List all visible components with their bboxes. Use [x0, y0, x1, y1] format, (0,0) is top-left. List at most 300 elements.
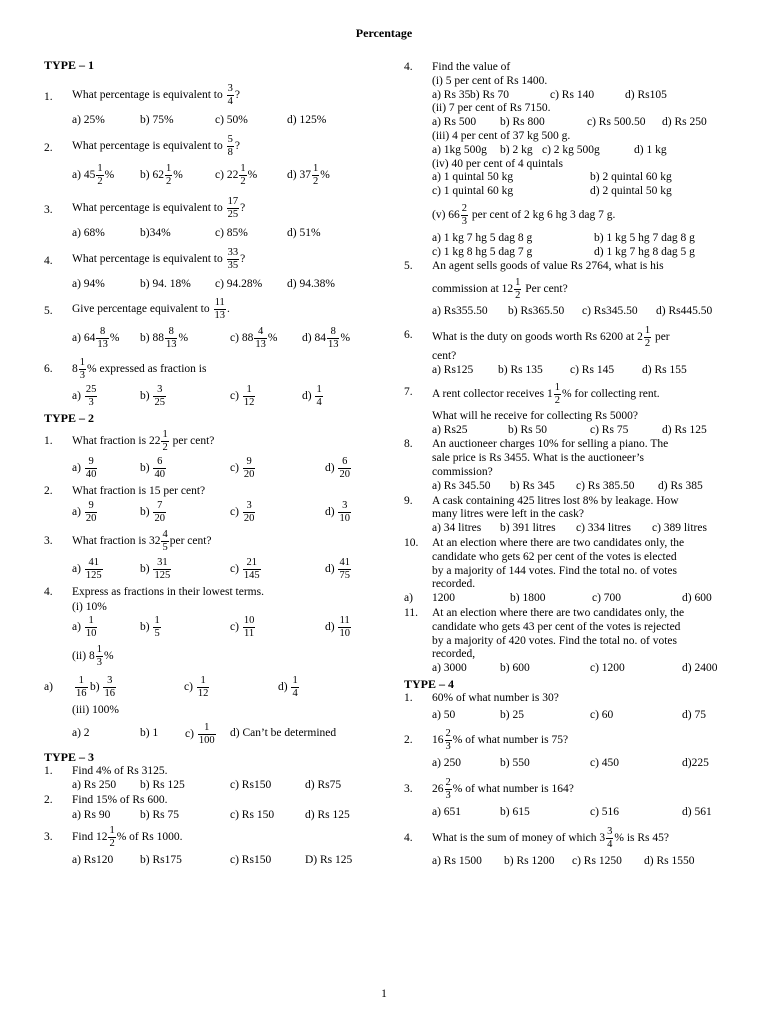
- option-b: b) Rs 135: [498, 363, 543, 376]
- question-tail: ?: [234, 89, 240, 102]
- question-text-line-2: many litres were left in the cask?: [432, 508, 584, 521]
- option-c: c) Rs345.50: [582, 305, 638, 318]
- option-label: d): [278, 680, 288, 693]
- fraction: [75, 675, 88, 700]
- options: [432, 144, 720, 158]
- question-number: 4.: [44, 254, 53, 267]
- fraction: [165, 326, 178, 351]
- numerator: 2: [461, 202, 468, 214]
- options: [72, 278, 384, 292]
- fraction: [445, 777, 452, 802]
- fraction: [338, 615, 351, 640]
- numerator: 1: [85, 615, 98, 628]
- fraction: [227, 134, 234, 159]
- option-label: d): [287, 168, 297, 181]
- options: [72, 326, 384, 351]
- question-text: [432, 777, 720, 802]
- question-text: [72, 429, 384, 454]
- whole-number: 45: [83, 168, 96, 181]
- fraction: [161, 529, 168, 554]
- question-number: 4.: [44, 586, 53, 599]
- option-d: d) Rs445.50: [656, 305, 713, 318]
- option-c: c) 2 kg 500g: [542, 143, 600, 156]
- numerator: 1: [154, 614, 160, 626]
- question-text: [72, 134, 384, 159]
- option-a: a) Rs125: [432, 363, 474, 376]
- option-label: c): [230, 462, 239, 475]
- option-label: c): [230, 332, 239, 345]
- denominator: 4: [607, 839, 613, 851]
- type-3-heading: TYPE – 3: [44, 749, 95, 764]
- numerator: 1: [197, 675, 210, 688]
- option-a: a) 3000: [432, 662, 467, 675]
- fraction: [79, 357, 86, 382]
- question-text-line-2: cent?: [432, 350, 457, 363]
- option-d: d) 125%: [287, 114, 327, 126]
- denominator: 2: [312, 175, 319, 187]
- fraction: [243, 557, 261, 582]
- options: [72, 114, 384, 128]
- option-a: a) 651: [432, 806, 462, 819]
- fraction: [227, 196, 240, 221]
- option-label: d): [325, 462, 335, 475]
- option-d: d) Rs 385: [658, 479, 703, 492]
- denominator: 4: [316, 397, 322, 409]
- option-label: d): [302, 332, 312, 345]
- option-b: b) Rs 800: [500, 116, 545, 129]
- question-t2-2: [44, 485, 384, 525]
- option-b: b) 1: [140, 727, 159, 740]
- fraction: [85, 456, 98, 481]
- fraction: [108, 825, 115, 850]
- option-c: [230, 500, 325, 525]
- option-b: [90, 675, 184, 700]
- option-d: [325, 500, 352, 525]
- fraction: [85, 557, 103, 582]
- option-a: a) Rs355.50: [432, 305, 488, 318]
- option-d: d) 1 kg 7 hg 8 dag 5 g: [594, 245, 695, 258]
- numerator: 7: [153, 500, 166, 513]
- option-c: c) 50%: [215, 114, 248, 126]
- numerator: 9: [85, 456, 98, 469]
- question-tail: ?: [234, 139, 240, 152]
- question-number: 10.: [404, 536, 419, 549]
- fraction: [214, 297, 227, 322]
- suffix: %: [104, 168, 115, 181]
- option-d: D) Rs 125: [305, 853, 353, 866]
- options: [432, 806, 720, 820]
- option-d: d) Rs 125: [305, 808, 350, 821]
- option-b: b) Rs 75: [140, 808, 179, 821]
- question-t1-2: [44, 134, 384, 188]
- numerator: 3: [338, 500, 351, 513]
- options: [72, 227, 384, 241]
- option-a: [72, 456, 140, 481]
- fraction: [153, 456, 166, 481]
- numerator: 8: [327, 326, 340, 339]
- denominator: 5: [162, 542, 168, 554]
- question-number: 4.: [404, 61, 413, 73]
- option-b: b) 550: [500, 757, 530, 770]
- question-t2-1: [44, 429, 384, 481]
- whole-number: 26: [432, 783, 444, 796]
- option-b: b) Rs 1200: [504, 855, 555, 868]
- fraction: [338, 456, 351, 481]
- option-c: c) 94.28%: [215, 277, 263, 290]
- option-c: [185, 722, 230, 747]
- sub-question-i: (i) 5 per cent of Rs 1400.: [432, 74, 548, 87]
- question-stem: What percentage is equivalent to: [72, 201, 223, 214]
- option-b: b) Rs175: [140, 853, 182, 866]
- denominator: 10: [339, 513, 350, 525]
- option-label: c): [184, 680, 193, 693]
- numerator: 1: [162, 429, 168, 441]
- denominator: 13: [97, 339, 108, 351]
- numerator: 1: [644, 325, 651, 337]
- question-tail: .: [227, 303, 230, 316]
- option-d: d) Rs 125: [662, 423, 707, 436]
- question-number: 3.: [44, 830, 53, 843]
- left-column: [44, 58, 384, 868]
- numerator: 1: [554, 381, 560, 393]
- option-b: [140, 384, 230, 409]
- question-t4-3: [404, 777, 720, 820]
- question-text: Find 15% of Rs 600.: [72, 794, 168, 807]
- question-text: [72, 247, 384, 272]
- fraction: [227, 83, 234, 108]
- numerator: 2: [445, 777, 451, 789]
- option-label: c): [230, 563, 239, 576]
- options: [72, 854, 384, 868]
- question-t1-6: [44, 357, 384, 409]
- question-8: [404, 438, 720, 493]
- option-d: d) 51%: [287, 226, 321, 239]
- options: [72, 163, 384, 188]
- option-label: a): [72, 563, 81, 576]
- numerator: 2: [445, 728, 451, 740]
- option-c: c) Rs150: [230, 853, 272, 866]
- fraction: [243, 615, 256, 640]
- question-t4-1: [404, 692, 720, 723]
- option-b: b) 25: [500, 708, 524, 721]
- fraction: [153, 557, 171, 582]
- whole-number: 16: [432, 734, 444, 747]
- option-c: c) Rs 150: [230, 808, 275, 821]
- option-d: [278, 675, 300, 700]
- question-tail: % for collecting rent.: [561, 387, 660, 400]
- question-tail: % is Rs 45?: [614, 832, 669, 845]
- option-a: [72, 500, 140, 525]
- option-label: b): [90, 680, 100, 693]
- option-c: c) 60: [590, 708, 614, 721]
- option-label: d): [302, 390, 312, 403]
- whole-number: 84: [314, 332, 326, 345]
- option-c: [230, 384, 302, 409]
- option-d: [287, 163, 330, 188]
- question-t3-2: [44, 794, 384, 823]
- option-a: [72, 384, 140, 409]
- question-text: [72, 357, 384, 382]
- option-d: [325, 456, 352, 481]
- question-text-line-2: [432, 277, 720, 302]
- denominator: 2: [165, 175, 172, 187]
- options: [404, 592, 720, 606]
- option-c: [230, 456, 325, 481]
- sub-question-ii: [72, 644, 384, 669]
- option-d: d) 2400: [682, 662, 718, 675]
- sub-question-iii: (iii) 4 per cent of 37 kg 500 g.: [432, 129, 571, 142]
- fraction: [338, 557, 351, 582]
- numerator: 41: [339, 557, 350, 569]
- option-a: a) Rs 500: [432, 116, 477, 129]
- denominator: 8: [227, 146, 233, 158]
- option-c: c) 700: [592, 592, 622, 605]
- numerator: 1: [243, 384, 256, 397]
- question-number: 1.: [404, 691, 413, 704]
- question-stem: What percentage is equivalent to: [72, 252, 223, 265]
- question-number: 4.: [404, 832, 413, 845]
- option-a-label: a): [44, 680, 53, 693]
- option-label: c): [230, 390, 239, 403]
- option-b: [140, 326, 230, 351]
- fraction: [96, 644, 103, 669]
- question-t2-3: [44, 529, 384, 582]
- option-b: b) Rs 50: [508, 423, 547, 436]
- option-a: [74, 675, 90, 700]
- option-c: c) Rs 385.50: [576, 479, 635, 492]
- question-stem: commission at 12: [432, 283, 514, 296]
- question-tail: per: [652, 331, 670, 344]
- option-a: a) Rs 90: [72, 808, 111, 821]
- question-tail: per cent?: [169, 535, 212, 548]
- fraction: [606, 826, 613, 851]
- suffix: %: [103, 649, 114, 662]
- denominator: 20: [85, 513, 97, 525]
- numerator: 1: [79, 357, 85, 369]
- option-b: [140, 163, 215, 188]
- option-a: a) Rs120: [72, 853, 114, 866]
- question-stem: What percentage is equivalent to: [72, 139, 223, 152]
- options: [432, 305, 720, 319]
- sub-question-iii: (iii) 100%: [72, 703, 119, 716]
- denominator: 2: [240, 175, 246, 187]
- question-tail: ?: [240, 201, 246, 214]
- question-number: 6.: [44, 363, 53, 376]
- denominator: 12: [243, 397, 255, 409]
- option-d: d) 94.38%: [287, 277, 335, 290]
- whole-number: 62: [152, 168, 164, 181]
- options: [432, 171, 720, 185]
- question-text: [432, 728, 720, 753]
- option-b: b) 2 kg: [500, 143, 533, 156]
- fraction: [243, 500, 256, 525]
- whole-number: 37: [299, 168, 311, 181]
- option-b: b) 391 litres: [500, 522, 556, 535]
- fraction: [198, 722, 216, 747]
- question-text: What fraction is 15 per cent?: [72, 485, 206, 498]
- numerator: 1: [312, 162, 319, 174]
- options: [432, 757, 720, 771]
- suffix: %: [173, 168, 183, 181]
- option-label: b): [140, 168, 150, 181]
- option-b: [140, 456, 230, 481]
- options: [72, 615, 384, 640]
- numerator: 41: [85, 557, 103, 570]
- question-stem: What is the sum of money of which 3: [432, 832, 606, 845]
- numerator: 21: [243, 557, 261, 570]
- numerator: 9: [85, 500, 98, 513]
- numerator: 1: [96, 643, 102, 655]
- denominator: 2: [644, 338, 651, 350]
- options: [72, 384, 384, 409]
- question-t4-2: [404, 728, 720, 771]
- question-number: 1.: [44, 435, 53, 448]
- sub-label: (v) 66: [432, 209, 460, 222]
- denominator: 4: [292, 687, 298, 699]
- fraction: [96, 326, 109, 351]
- denominator: 10: [339, 627, 350, 639]
- denominator: 13: [255, 339, 266, 351]
- option-b: [140, 500, 230, 525]
- question-t2-4: [44, 586, 384, 746]
- numerator: 6: [153, 456, 166, 469]
- numerator: 3: [153, 384, 166, 397]
- option-a: 1200: [432, 592, 455, 605]
- options: [432, 662, 720, 676]
- fraction: [227, 247, 240, 272]
- question-text: Find 4% of Rs 3125.: [72, 764, 168, 777]
- numerator: 1: [109, 824, 115, 836]
- numerator: 17: [227, 195, 239, 207]
- option-label: c): [230, 620, 239, 633]
- options: [432, 480, 720, 494]
- question-number: 2.: [44, 485, 53, 498]
- option-label: a): [72, 506, 81, 519]
- options: [432, 89, 720, 103]
- numerator: 3: [227, 83, 233, 94]
- denominator: 20: [154, 513, 165, 525]
- option-c: [230, 557, 325, 582]
- option-label: b): [140, 620, 150, 633]
- question-text: An agent sells goods of value Rs 2764, what is his: [432, 259, 664, 272]
- numerator: 1: [240, 162, 246, 174]
- question-tail: Per cent?: [522, 283, 568, 296]
- question-text-line-2: candidate who gets 43 per cent of the votes is rejected: [432, 620, 681, 633]
- question-t1-5: [44, 297, 384, 351]
- question-number: 1.: [44, 91, 53, 103]
- options: [432, 364, 720, 378]
- page-title: Percentage: [355, 26, 413, 40]
- option-a: a) 1kg 500g: [432, 143, 487, 156]
- question-text-line-2: candidate who gets 62 per cent of the votes is elected: [432, 550, 677, 563]
- option-label: b): [140, 563, 150, 576]
- page-number: 1: [381, 988, 387, 1000]
- question-t4-4: [404, 826, 720, 869]
- question-text: 60% of what number is 30?: [432, 691, 559, 704]
- numerator: 11: [339, 614, 350, 626]
- type-1-heading: TYPE – 1: [44, 58, 95, 72]
- question-text: [432, 382, 720, 407]
- denominator: 3: [79, 370, 85, 382]
- denominator: 3: [445, 741, 451, 753]
- sub-question-iv: (iv) 40 per cent of 4 quintals: [432, 157, 563, 170]
- denominator: 3: [96, 656, 102, 668]
- question-text-line-4: recorded,: [432, 648, 476, 661]
- denominator: 20: [243, 469, 255, 481]
- question-text-line-1: At an election where there are two candidates only, the: [432, 606, 685, 619]
- fraction: [197, 675, 210, 700]
- fraction: [315, 384, 322, 409]
- denominator: 125: [85, 570, 102, 582]
- option-b: [140, 557, 230, 582]
- option-a: a) 34 litres: [432, 522, 482, 535]
- option-label: b): [140, 506, 150, 519]
- question-t1-4: [44, 247, 384, 292]
- option-d: d) 75: [682, 708, 706, 721]
- options: [432, 522, 720, 536]
- option-label: b): [140, 462, 150, 475]
- question-number: 1.: [44, 764, 53, 777]
- denominator: 12: [197, 687, 209, 699]
- option-d: d) Rs 155: [642, 363, 687, 376]
- fraction: [554, 382, 561, 407]
- denominator: 13: [214, 310, 225, 322]
- question-9: [404, 495, 720, 536]
- question-text-line-3: by a majority of 420 votes. Find the total no. of votes: [432, 634, 677, 647]
- numerator: 1: [198, 722, 216, 735]
- option-d: [325, 557, 352, 582]
- question-tail: ?: [240, 252, 246, 265]
- denominator: 4: [227, 96, 233, 107]
- fraction: [644, 325, 651, 350]
- option-label: c): [185, 727, 194, 740]
- option-c: [230, 615, 325, 640]
- denominator: 11: [244, 627, 255, 639]
- numerator: 5: [227, 133, 233, 145]
- option-b: b)34%: [140, 226, 171, 239]
- option-b: b) Rs 125: [140, 779, 185, 792]
- option-a: a) 25%: [72, 114, 105, 126]
- denominator: 16: [104, 687, 115, 699]
- question-tail: per cent of 2 kg 6 hg 3 dag 7 g.: [469, 209, 616, 222]
- option-d: d) 2 quintal 50 kg: [590, 185, 672, 198]
- numerator: 3: [103, 675, 116, 688]
- option-d: [302, 326, 350, 351]
- question-t3-3: [44, 825, 384, 868]
- question-t1-1: [44, 83, 384, 128]
- sub-question-ii: (ii) 7 per cent of Rs 7150.: [432, 102, 551, 115]
- option-c: c) Rs 145: [570, 363, 615, 376]
- option-b: b) Rs 345: [510, 479, 555, 492]
- denominator: 2: [162, 442, 168, 454]
- numerator: 25: [85, 384, 97, 396]
- sub-question-v: [432, 203, 720, 228]
- fraction: [85, 615, 98, 640]
- option-a: a) 50: [432, 708, 456, 721]
- options: [432, 246, 720, 260]
- option-a: a) 1 quintal 50 kg: [432, 171, 514, 184]
- question-6: [404, 325, 720, 378]
- option-a: a) Rs 250: [72, 779, 117, 792]
- suffix: %: [178, 332, 189, 345]
- option-d: [325, 615, 352, 640]
- option-a: a) 1 kg 7 hg 5 dag 8 g: [432, 231, 533, 244]
- numerator: 33: [227, 246, 239, 258]
- option-label: c): [230, 506, 239, 519]
- question-number: 8.: [404, 438, 413, 451]
- question-stem: Find 12: [72, 830, 108, 843]
- option-a: a) 94%: [72, 277, 105, 290]
